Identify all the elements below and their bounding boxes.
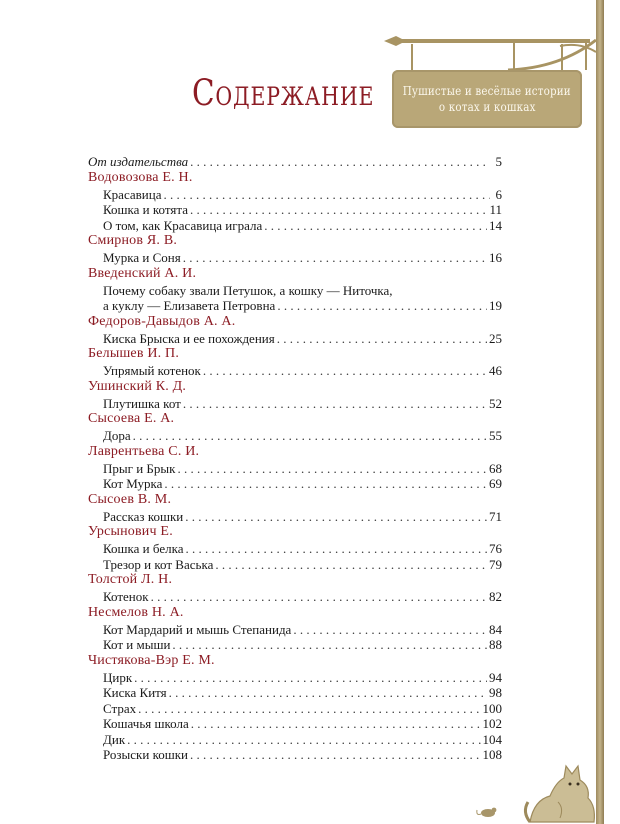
toc-author: Лаврентьева С. И. <box>88 443 200 459</box>
toc-entry-title: Дора <box>103 428 131 443</box>
leader-dots <box>203 363 487 379</box>
toc-entry[interactable] <box>88 476 502 492</box>
toc-entry-title: Кошачья школа <box>103 716 189 731</box>
toc-author: Несмелов Н. А. <box>88 604 184 620</box>
toc-entry-page: 102 <box>482 716 502 731</box>
toc-entry-page: 11 <box>489 202 502 217</box>
toc-author: Сысоева Е. А. <box>88 411 175 426</box>
toc-entry-title: Трезор и кот Васька <box>103 556 214 572</box>
toc-entry-page: 69 <box>489 476 502 491</box>
toc-entry-page: 71 <box>489 508 502 524</box>
leader-dots <box>133 428 487 444</box>
leader-dots <box>164 476 487 492</box>
toc-author: Введенский А. И. <box>88 265 197 281</box>
toc-entry[interactable] <box>88 187 502 203</box>
toc-entry-title: Кот Мардарий и мышь Степанида <box>103 621 292 637</box>
leader-dots <box>277 298 487 314</box>
toc-entry-page: 82 <box>489 589 502 604</box>
toc-entry-page: 6 <box>495 186 502 202</box>
toc-author: Ушинский К. Д. <box>88 378 187 394</box>
sign-chain-icon <box>402 44 572 72</box>
toc-author: Чистякова-Вэр Е. М. <box>88 652 215 668</box>
toc-entry-title-cont: а куклу — Елизавета Петровна <box>103 298 276 313</box>
leader-dots <box>293 622 487 638</box>
leader-dots <box>190 747 480 763</box>
leader-dots <box>127 732 480 748</box>
toc-entry-title: Красавица <box>103 186 162 202</box>
leader-dots <box>185 541 487 557</box>
toc-entry-page: 100 <box>482 700 502 716</box>
toc-author: Смирнов Я. В. <box>88 233 178 248</box>
toc-entry-page: 14 <box>489 217 502 233</box>
page-title: Содержание <box>192 73 375 114</box>
toc-entry-title: От издательства <box>88 154 189 169</box>
toc-entry-title: Упрямый котенок <box>103 363 201 378</box>
toc-entry-page: 94 <box>489 669 502 685</box>
toc-entry[interactable] <box>88 428 502 444</box>
toc-entry[interactable] <box>88 218 502 234</box>
toc-entry-title: Кот Мурка <box>103 476 163 491</box>
toc-entry[interactable] <box>88 250 502 266</box>
toc-entry-page: 76 <box>489 541 502 556</box>
toc-entry-title: Страх <box>103 700 137 716</box>
toc-entry-title: О том, как Красавица играла <box>103 217 263 233</box>
toc-entry[interactable] <box>88 363 502 379</box>
toc-entry-title: Мурка и Соня <box>103 250 181 265</box>
toc-entry[interactable] <box>88 747 502 763</box>
toc-entry[interactable] <box>88 637 502 653</box>
leader-dots <box>177 461 487 477</box>
toc-entry[interactable] <box>88 622 502 638</box>
toc-entry-page: 46 <box>489 363 502 378</box>
toc-entry[interactable] <box>88 461 502 477</box>
toc-entry[interactable] <box>88 396 502 412</box>
toc-entry-title: Котенок <box>103 589 149 604</box>
leader-dots <box>215 557 487 573</box>
toc-entry-title: Киска Брыска и ее похождения <box>103 330 275 346</box>
leader-dots <box>163 187 490 203</box>
toc-entry[interactable] <box>88 509 502 525</box>
toc-entry[interactable] <box>88 716 502 732</box>
toc-entry-page: 98 <box>489 685 502 700</box>
leader-dots <box>191 716 481 732</box>
toc-entry[interactable] <box>88 331 502 347</box>
toc-entry-page: 52 <box>489 395 502 411</box>
sign-post <box>596 0 604 824</box>
toc-entry-page: 84 <box>489 621 502 637</box>
toc-entry[interactable] <box>88 685 502 701</box>
leader-dots <box>183 396 487 412</box>
toc-entry-title: Цирк <box>103 669 133 685</box>
toc-entry-title: Рассказ кошки <box>103 508 184 524</box>
leader-dots <box>277 331 487 347</box>
leader-dots <box>185 509 487 525</box>
toc-entry-page: 16 <box>489 250 502 265</box>
toc-entry-page: 88 <box>489 637 502 652</box>
leader-dots <box>264 218 487 234</box>
toc-entry[interactable] <box>88 732 502 748</box>
toc-entry[interactable] <box>88 701 502 717</box>
toc-entry-title: Дик <box>103 731 126 747</box>
leader-dots <box>190 154 490 170</box>
toc-entry-title: Плутишка кот <box>103 395 181 411</box>
toc-entry-page: 108 <box>482 747 502 762</box>
toc-entry-title: Прыг и Брык <box>103 460 176 476</box>
toc-entry-page: 79 <box>489 556 502 572</box>
toc-author: Водовозова Е. Н. <box>88 169 193 185</box>
leader-dots <box>151 589 487 605</box>
toc-entry-title: Кошка и котята <box>103 202 188 217</box>
toc-entry-title: Киска Китя <box>103 685 167 700</box>
leader-dots <box>169 685 487 701</box>
leader-dots <box>172 637 487 653</box>
toc-entry-title: Кошка и белка <box>103 541 184 556</box>
toc-author: Сысоев В. М. <box>88 491 172 507</box>
hanging-sign <box>392 70 582 128</box>
sign-line-2: о котах и кошках <box>438 100 536 114</box>
toc-entry-page: 68 <box>489 460 502 476</box>
toc-entry-title: Кот и мыши <box>103 637 171 652</box>
toc-entry-page: 19 <box>489 298 502 313</box>
toc-entry[interactable] <box>88 202 502 218</box>
toc-entry-title: Розыски кошки <box>103 747 189 762</box>
leader-dots <box>138 701 480 717</box>
toc-author: Федоров-Давыдов А. А. <box>88 313 236 329</box>
toc-entry-page: 104 <box>482 731 502 747</box>
toc-entry-page: 55 <box>489 428 502 443</box>
cat-icon <box>520 752 602 824</box>
toc-entry-page: 5 <box>495 154 502 169</box>
toc-author: Урсынович Е. <box>88 524 173 539</box>
toc-entry[interactable] <box>88 283 502 314</box>
toc-entry[interactable] <box>88 670 502 686</box>
toc-entry[interactable] <box>88 557 502 573</box>
toc-entry[interactable] <box>88 589 502 605</box>
mouse-icon <box>476 806 498 818</box>
sign-line-1: Пушистые и весёлые истории <box>402 84 572 98</box>
leader-dots <box>183 250 487 266</box>
toc-entry-title: Почему собаку звали Петушок, а кошку — Ниточка, <box>103 282 393 298</box>
table-of-contents <box>88 154 502 763</box>
leader-dots <box>134 670 487 686</box>
toc-author: Толстой Л. Н. <box>88 572 173 587</box>
toc-author: Белышев И. П. <box>88 346 180 361</box>
toc-entry-page: 25 <box>489 330 502 346</box>
toc-entry-intro[interactable] <box>88 154 502 170</box>
leader-dots <box>190 202 488 218</box>
toc-entry[interactable] <box>88 541 502 557</box>
